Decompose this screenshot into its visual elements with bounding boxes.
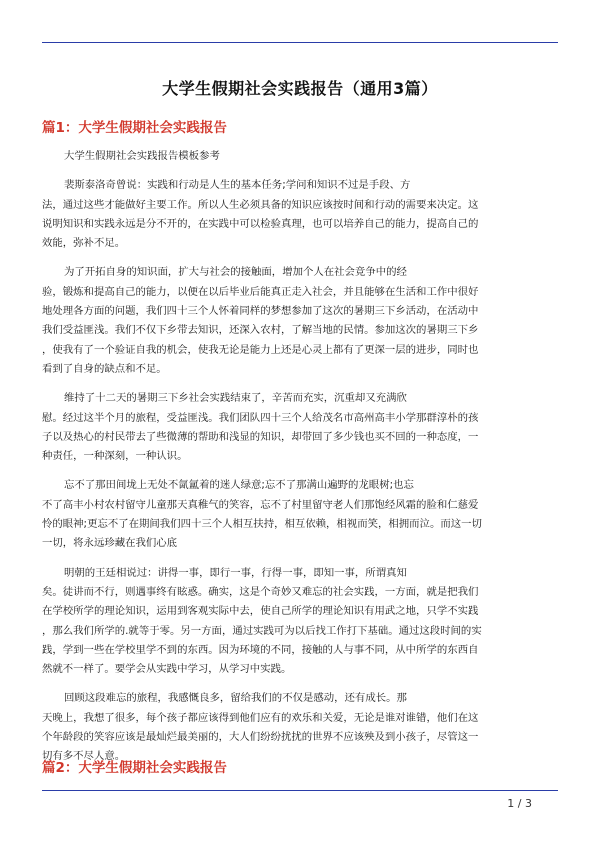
paragraph [42, 147, 558, 166]
paragraph-line: 裴斯泰洛奇曾说：实践和行动是人生的基本任务;学问和知识不过是手段、方 [64, 179, 411, 192]
paragraph [42, 476, 558, 553]
paragraph-line: 践，学到一些在学校里学不到的东西。因为环境的不同，接触的人与事不同，从中所学的东西自 [42, 643, 479, 656]
document-title: 大学生假期社会实践报告（通用3篇） [162, 79, 438, 98]
paragraph [42, 564, 558, 680]
paragraph-line: 切有多不尽人意。 [42, 750, 126, 763]
paragraph [42, 389, 558, 466]
paragraph-line: 效能，弥补不足。 [42, 237, 126, 250]
paragraph-line: 说明知识和实践永远是分不开的，在实践中可以检验真理，也可以培养自己的能力，提高自己的 [42, 217, 479, 230]
paragraph-line: 不了高丰小村农村留守儿童那天真稚气的笑容，忘不了村里留守老人们那饱经风霜的脸和仁慈爱 [42, 498, 479, 511]
footer-rule [42, 790, 558, 791]
paragraph [42, 263, 558, 379]
paragraph-line: 在学校所学的理论知识，运用到客观实际中去，使自己所学的理论知识有用武之地，只学不实践 [42, 605, 479, 618]
paragraph-line: 个年龄段的笑容应该是最灿烂最美丽的，大人们纷纷扰扰的世界不应该殃及到小孩子，尽管这一 [42, 731, 479, 744]
paragraph-line: 天晚上，我想了很多，每个孩子都应该得到他们应有的欢乐和关爱，无论是谁对谁错，他们在这 [42, 711, 479, 724]
document-body [42, 147, 558, 777]
paragraph-line: 验，锻炼和提高自己的能力，以便在以后毕业后能真正走入社会，并且能够在生活和工作中很好 [42, 285, 479, 298]
paragraph-line: 怜的眼神;更忘不了在期间我们四十三个人相互扶持，相互依赖，相视而笑，相拥而泣。而这一切 [42, 518, 482, 531]
paragraph-line: 子以及热心的村民带去了些微薄的帮助和浅显的知识，却带回了多少钱也买不回的一种态度，一 [42, 430, 479, 443]
paragraph-line: 看到了自身的缺点和不足。 [42, 362, 167, 375]
paragraph-line: 明朝的王廷相说过：讲得一事，即行一事，行得一事，即知一事，所谓真知 [64, 566, 407, 579]
paragraph-line: 种责任，一种深刻，一种认识。 [42, 450, 188, 463]
paragraph-line: 回顾这段难忘的旅程，我感慨良多，留给我们的不仅是感动，还有成长。那 [64, 692, 407, 705]
section-heading-2: 篇2：大学生假期社会实践报告 [42, 760, 227, 776]
paragraph-line: ，那么我们所学的.就等于零。另一方面，通过实践可为以后找工作打下基础。通过这段时间的实 [42, 624, 482, 637]
header-rule [42, 42, 558, 43]
paragraph-line: 一切，将永远珍藏在我们心底 [42, 537, 178, 550]
paragraph-line: 然就不一样了。要学会从实践中学习，从学习中实践。 [42, 663, 292, 676]
paragraph-line: 忘不了那田间垅上无处不氤氲着的迷人绿意;忘不了那满山遍野的龙眼树;也忘 [64, 479, 414, 492]
paragraph-line: 慰。经过这半个月的旅程，受益匪浅。我们团队四十三个人给茂名市高州高丰小学那群淳朴的孩 [42, 411, 479, 424]
paragraph-line: 法，通过这些才能做好主要工作。所以人生必须具备的知识应该按时间和行动的需要来决定。这 [42, 198, 479, 211]
paragraph-line: 矣。徒讲而不行，则遇事终有眩惑。确实，这是个奇妙又难忘的社会实践，一方面，就是把我们 [42, 585, 479, 598]
paragraph-line: ，使我有了一个验证自我的机会，使我无论是能力上还是心灵上都有了更深一层的进步，同时也 [42, 343, 479, 356]
paragraph [42, 176, 558, 253]
paragraph-line: 地处理各方面的问题，我们四十三个人怀着同样的梦想参加了这次的暑期三下乡活动，在活动中 [42, 305, 479, 318]
paragraph-line: 维持了十二天的暑期三下乡社会实践结束了，辛苦而充实，沉重却又充满欣 [64, 392, 407, 405]
paragraph-line: 为了开拓自身的知识面，扩大与社会的接触面，增加个人在社会竞争中的经 [64, 266, 407, 279]
page-indicator: 1 / 3 [507, 797, 532, 810]
paragraph-line: 大学生假期社会实践报告模板参考 [64, 150, 220, 162]
paragraph-line: 我们受益匪浅。我们不仅下乡带去知识，还深入农村，了解当地的民情。参加这次的暑期三下乡 [42, 324, 479, 337]
section-heading-1: 篇1：大学生假期社会实践报告 [42, 120, 227, 136]
